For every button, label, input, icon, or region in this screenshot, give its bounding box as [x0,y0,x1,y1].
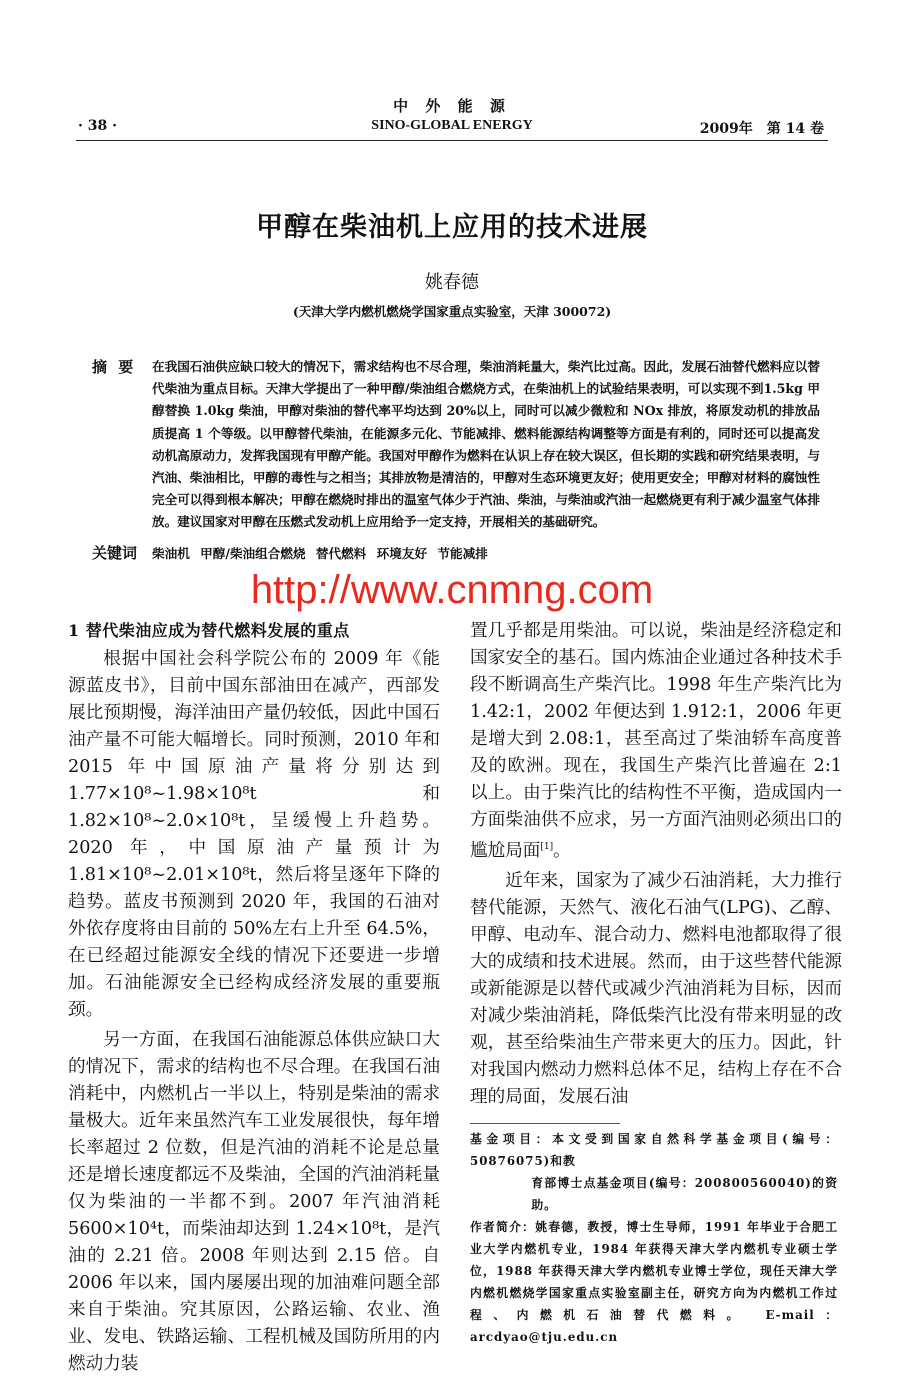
paragraph: 根据中国社会科学院公布的 2009 年《能源蓝皮书》，目前中国东部油田在减产，西部发展比预期慢，海洋油田产量仍较低，因此中国石油产量不可能大幅增长。同时预测，2010 年和 2015 年中国原油产量将分别达到 1.77×10⁸~1.98×10⁸t 和 1.82×10⁸~2.0×10⁸t，呈缓慢上升趋势。2020 年，中国原油产量预计为 1.81×10⁸~2.01×10⁸t，然后将呈逐年下降的趋势。蓝皮书预测到 2020 年，我国的石油对外依存度将由目前的 50%左右上升至 64.5%，在已经超过能源安全线的情况下还要进一步增加。石油能源安全已经构成经济发展的重要瓶颈。 [68,649,440,1020]
keywords-label: 关键词 [92,544,138,562]
fund-line-2: 育部博士点基金项目(编号：200800560040)的资助。 [531,1175,838,1212]
header-divider [76,140,828,141]
paragraph: 另一方面，在我国石油能源总体供应缺口大的情况下，需求的结构也不尽合理。在我国石油消耗中，内燃机占一半以上，特别是柴油的需求量极大。近年来虽然汽车工业发展很快，每年增长率超过 2 位数，但是汽油的消耗不论是总量还是增长速度都远不及柴油，全国的汽油消耗量仅为柴油的一半都不到。2007 年汽油消耗 5600×10⁴t，而柴油却达到 1.24×10⁸t，是汽油的 2.21 倍。2008 年则达到 2.15 倍。自 2006 年以来，国内屡屡出现的加油难问题全部来自于柴油。究其原因，公路运输、农业、渔业、发电、铁路运输、工程机械及国防所用的内燃动力装 [68,1030,440,1374]
right-column [470,618,842,1111]
paragraph-text: 置几乎都是用柴油。可以说，柴油是经济稳定和国家安全的基石。国内炼油企业通过各种技术手段不断调高生产柴汽比。1998 年生产柴汽比为 1.42:1，2002 年便达到 1.912:1，2006 年更是增大到 2.08:1，甚至高过了柴油轿车高度普及的欧洲。现在，我国生产柴汽比普遍在 2:1 以上。由于柴汽比的结构性不平衡，造成国内一方面柴油供不应求，另一方面汽油则必须出口的尴尬局面 [470,621,842,861]
left-column [68,618,440,1378]
footnote-divider [470,1123,620,1124]
abstract-text: 在我国石油供应缺口较大的情况下，需求结构也不尽合理，柴油消耗量大，柴汽比过高。因此，发展石油替代燃料应以替代柴油为重点目标。天津大学提出了一种甲醇/柴油组合燃烧方式，在柴油机上的试验结果表明，可以实现不到1.5kg 甲醇替换 1.0kg 柴油，甲醇对柴油的替代率平均达到 20%以上，同时可以减少微粒和 NOx 排放，将原发动机的排放品质提高 1 个等级。以甲醇替代柴油，在能源多元化、节能减排、燃料能源结构调整等方面是有利的，同时还可以提高发动机高原动力，发挥我国现有甲醇产能。我国对甲醇作为燃料在认识上存在较大误区，但长期的实践和研究结果表明，与汽油、柴油相比，甲醇的毒性与之相当；其排放物是清洁的，甲醇对生态环境更友好；使用更安全；甲醇对材料的腐蚀性完全可以得到根本解决；甲醇在燃烧时排出的温室气体少于汽油、柴油，与柴油或汽油一起燃烧更有利于减少温室气体排放。建议国家对甲醇在压燃式发动机上应用给予一定支持，开展相关的基础研究。 [152,359,820,530]
fund-line-1: 基金项目：本文受到国家自然科学基金项目(编号：50876075)和教 [470,1131,838,1168]
volume-info: 2009年 第 14 卷 [699,121,824,137]
right-column-wrapper [470,618,842,1344]
affiliation: (天津大学内燃机燃烧学国家重点实验室，天津 300072) [292,304,612,319]
paragraph: 近年来，国家为了减少石油消耗，大力推行替代能源，天然气、液化石油气(LPG)、乙醇、甲醇、电动车、混合动力、燃料电池都取得了很大的成绩和技术进展。然而，由于这些替代能源或新能源是以替代或减少汽油消耗为目标，因而对减少柴油消耗，降低柴汽比没有带来明显的改观，甚至给柴油生产带来更大的压力。因此，针对我国内燃动力燃料总体不足，结构上存在不合理的局面，发展石油 [470,870,842,1107]
citation: [1] [540,842,554,852]
abstract-label: 摘 要 [92,358,137,376]
author-bio: 作者简介：姚春德，教授，博士生导师，1991 年毕业于合肥工业大学内燃机专业，1984 年获得天津大学内燃机专业硕士学位，1988 年获得天津大学内燃机专业博士学位，现任天津大学内燃机燃烧学国家重点实验室副主任，研究方向为内燃机工作过程、内燃机石油替代燃料。 E-mail：arcdyao@tju.edu.cn [470,1219,838,1344]
keywords-text: 柴油机 甲醇/柴油组合燃烧 替代燃料 环境友好 节能减排 [152,546,488,561]
author: 姚春德 [425,272,479,293]
journal-name-en: SINO-GLOBAL ENERGY [371,118,533,133]
spacer [470,1111,842,1123]
watermark: http://www.cnmng.com [250,568,654,612]
article-title: 甲醇在柴油机上应用的技术进展 [256,212,648,243]
paragraph: 置几乎都是用柴油。可以说，柴油是经济稳定和国家安全的基石。国内炼油企业通过各种技术手段不断调高生产柴汽比。1998 年生产柴汽比为 1.42:1，2002 年便达到 1.912:1，2006 年更是增大到 2.08:1，甚至高过了柴油轿车高度普及的欧洲。现在，我国生产柴汽比普遍在 2:1 以上。由于柴汽比的结构性不平衡，造成国内一方面柴油供不应求，另一方面汽油则必须出口的尴尬局面[1]。 [470,621,842,861]
footnote [470,1128,838,1348]
journal-name-cn: 中 外 能 源 [393,97,511,115]
section-heading: 1 替代柴油应成为替代燃料发展的重点 [68,621,350,640]
page-number: · 38 · [78,118,117,134]
